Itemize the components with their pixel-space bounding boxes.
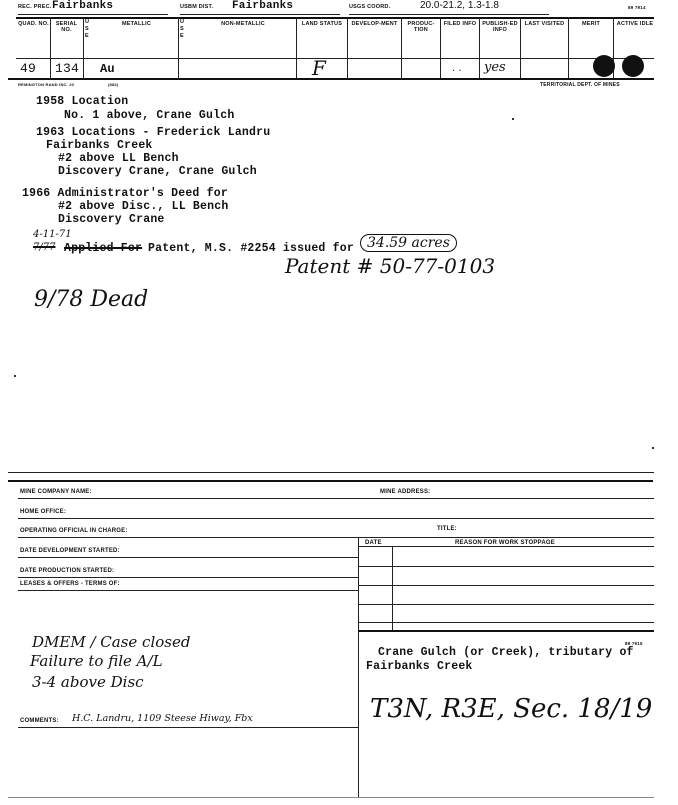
patent-typed-text: Patent, M.S. #2254 issued for (148, 242, 354, 255)
date-col-divider (392, 546, 393, 630)
rec-prec-label: REC. PREC. (18, 4, 52, 10)
body-line: 1963 Locations - Frederick Landru (36, 126, 271, 139)
stoppage-bottom-rule (358, 630, 654, 632)
form-rule (18, 537, 654, 538)
patent-struck-text: Applied For (64, 242, 143, 255)
col-filed-info: FILED INFO (443, 21, 477, 27)
form-rule (18, 577, 358, 578)
filed-info-value: . . (452, 63, 462, 74)
col-production: PRODUC-TION (407, 21, 435, 33)
col-non-metallic: NON-METALLIC (221, 21, 265, 27)
published-info-value: yes (484, 60, 506, 75)
body-line: Discovery Crane, Crane Gulch (58, 165, 257, 178)
grid-bottom-border (8, 78, 654, 80)
usgs-coord-label: USGS COORD. (349, 4, 391, 10)
usgs-coord-underline (349, 14, 549, 15)
note-line: Failure to file A/L (30, 652, 163, 670)
mine-record-card: REC. PREC. Fairbanks USBM DIST. Fairbanks USGS COORD. 20.0-21.2, 1.3-1.8 89 7914 QUAD. NO. SERIAL NO. U S E METALLIC U S E NON-METALLIC LAND STATUS DEVELOP-MENT PRODUC-TION FILED INFO PUBLISH-ED INFO LAST VISITED MERIT ACTIVE IDLE 49 134 Au F . . yes REMINGTON RAND INC. 20 (883) TERRITORIAL DEPT. OF MINES 1958 Location No. 1 above, Crane Gulch 1963 Locations - Frederick Landru Fairbanks Creek #2 above LL Bench Discovery Crane, Crane Gulch 1966 Administrator's Deed for #2 above Disc., LL Bench Discovery Crane 4-11-71 7/77 Applied For Patent, M.S. #2254 issued for 34.59 acres Patent # 50-77-0103 9/78 Dead MINE COMPANY NAME: MINE ADDRESS: HOME OFFICE: OPERATING OFFICIAL IN CHARGE: TITLE: DATE REASON FOR WORK STOPPAGE DATE DEVELOPMENT STARTED: DATE PRODUCTION STARTED: LEASES & OFFERS - TERMS OF: DMEM / Case closed Failure to file A/L 3-4 above Disc 89 7915 Crane Gulch (or Creek), tributary of Fairbanks Creek T3N, R3E, Sec. 18/19 COMMENTS: H.C. Landru, 1109 Steese Hiway, Fbx (0, 0, 678, 805)
col-published-info: PUBLISH-ED INFO (482, 21, 518, 33)
form-number: 89 7914 (628, 5, 646, 10)
comments-label: COMMENTS: (20, 718, 59, 724)
territorial-dept-label: TERRITORIAL DEPT. OF MINES (540, 82, 620, 88)
col-active-idle: ACTIVE IDLE (616, 21, 654, 27)
usbm-dist-underline (180, 14, 340, 15)
note-line: DMEM / Case closed (32, 633, 191, 651)
col-last-visited: LAST VISITED (524, 21, 565, 27)
title-label: TITLE: (437, 526, 457, 532)
usbm-dist-label: USBM DIST. (180, 4, 214, 10)
patent-acres: 34.59 acres (360, 234, 457, 252)
merit-punch-hole (593, 55, 615, 77)
body-line: Discovery Crane (58, 213, 165, 226)
comments-value: H.C. Landru, 1109 Steese Hiway, Fbx (72, 713, 253, 724)
form-rule (18, 557, 358, 558)
patent-struck-year: 7/77 (33, 242, 56, 253)
form-top-thick-line (8, 480, 653, 482)
active-punch-hole (622, 55, 644, 77)
operating-official-label: OPERATING OFFICIAL IN CHARGE: (20, 528, 128, 534)
date-column-header: DATE (365, 540, 382, 546)
leases-offers-label: LEASES & OFFERS - TERMS OF: (20, 581, 120, 587)
land-status-value: F (312, 56, 326, 80)
home-office-label: HOME OFFICE: (20, 509, 67, 515)
date-development-started-label: DATE DEVELOPMENT STARTED: (20, 548, 120, 554)
speck (14, 375, 16, 377)
col-u: U (85, 19, 90, 25)
mine-company-name-label: MINE COMPANY NAME: (20, 489, 92, 495)
grid-top-border (16, 17, 654, 19)
body-line: No. 1 above, Crane Gulch (64, 109, 235, 122)
usgs-coord-value: 20.0-21.2, 1.3-1.8 (420, 0, 499, 11)
rec-prec-underline (18, 14, 168, 15)
col-development: DEVELOP-MENT (351, 21, 398, 27)
form-top-line (8, 472, 654, 473)
col-s: S (85, 26, 89, 32)
form-rule (18, 727, 358, 728)
speck (512, 118, 514, 120)
dead-note: 9/78 Dead (34, 287, 149, 312)
date-production-started-label: DATE PRODUCTION STARTED: (20, 568, 115, 574)
printer-mark: REMINGTON RAND INC. 20 (18, 82, 75, 87)
grid-mid-border (16, 58, 654, 59)
township-note: T3N, R3E, Sec. 18/19 (370, 694, 653, 724)
metallic-value: Au (100, 62, 115, 76)
col-land-status: LAND STATUS (301, 21, 343, 27)
col-metallic: METALLIC (122, 21, 151, 27)
patent-number: Patent # 50-77-0103 (285, 254, 496, 278)
stoppage-rule (358, 566, 654, 567)
rec-prec-value: Fairbanks (52, 0, 114, 12)
serial-value: 134 (55, 61, 80, 76)
form-bottom-line (8, 797, 654, 798)
body-line: 1966 Administrator's Deed for (22, 187, 228, 200)
stoppage-rule (358, 585, 654, 586)
col-e: E (85, 33, 89, 39)
quad-value: 49 (20, 61, 37, 76)
usbm-dist-value: Fairbanks (232, 0, 294, 12)
col-serial-no: SERIAL NO. (55, 21, 78, 33)
mine-address-label: MINE ADDRESS: (380, 489, 431, 495)
body-line: #2 above Disc., LL Bench (58, 200, 229, 213)
stoppage-rule (358, 604, 654, 605)
reason-column-header: REASON FOR WORK STOPPAGE (455, 540, 555, 546)
note-line: 3-4 above Disc (32, 673, 144, 691)
body-line: #2 above LL Bench (58, 152, 179, 165)
form-number-small: 89 7915 (625, 641, 643, 646)
form-rule (18, 590, 358, 591)
body-line: 1958 Location (36, 95, 129, 108)
section-divider (358, 537, 359, 797)
speck (652, 447, 654, 449)
col-quad-no: QUAD. NO. (18, 21, 49, 27)
printer-code: (883) (108, 82, 119, 87)
location-line: Fairbanks Creek (366, 660, 473, 673)
location-line: Crane Gulch (or Creek), tributary of (378, 646, 634, 659)
patent-hand-date: 4-11-71 (33, 229, 72, 240)
col-merit: MERIT (581, 21, 601, 27)
form-rule (18, 498, 654, 499)
body-line: Fairbanks Creek (46, 139, 153, 152)
stoppage-rule (358, 546, 654, 547)
stoppage-rule (358, 622, 654, 623)
col-divider (178, 17, 179, 78)
form-rule (18, 518, 654, 519)
col-divider (83, 17, 84, 78)
